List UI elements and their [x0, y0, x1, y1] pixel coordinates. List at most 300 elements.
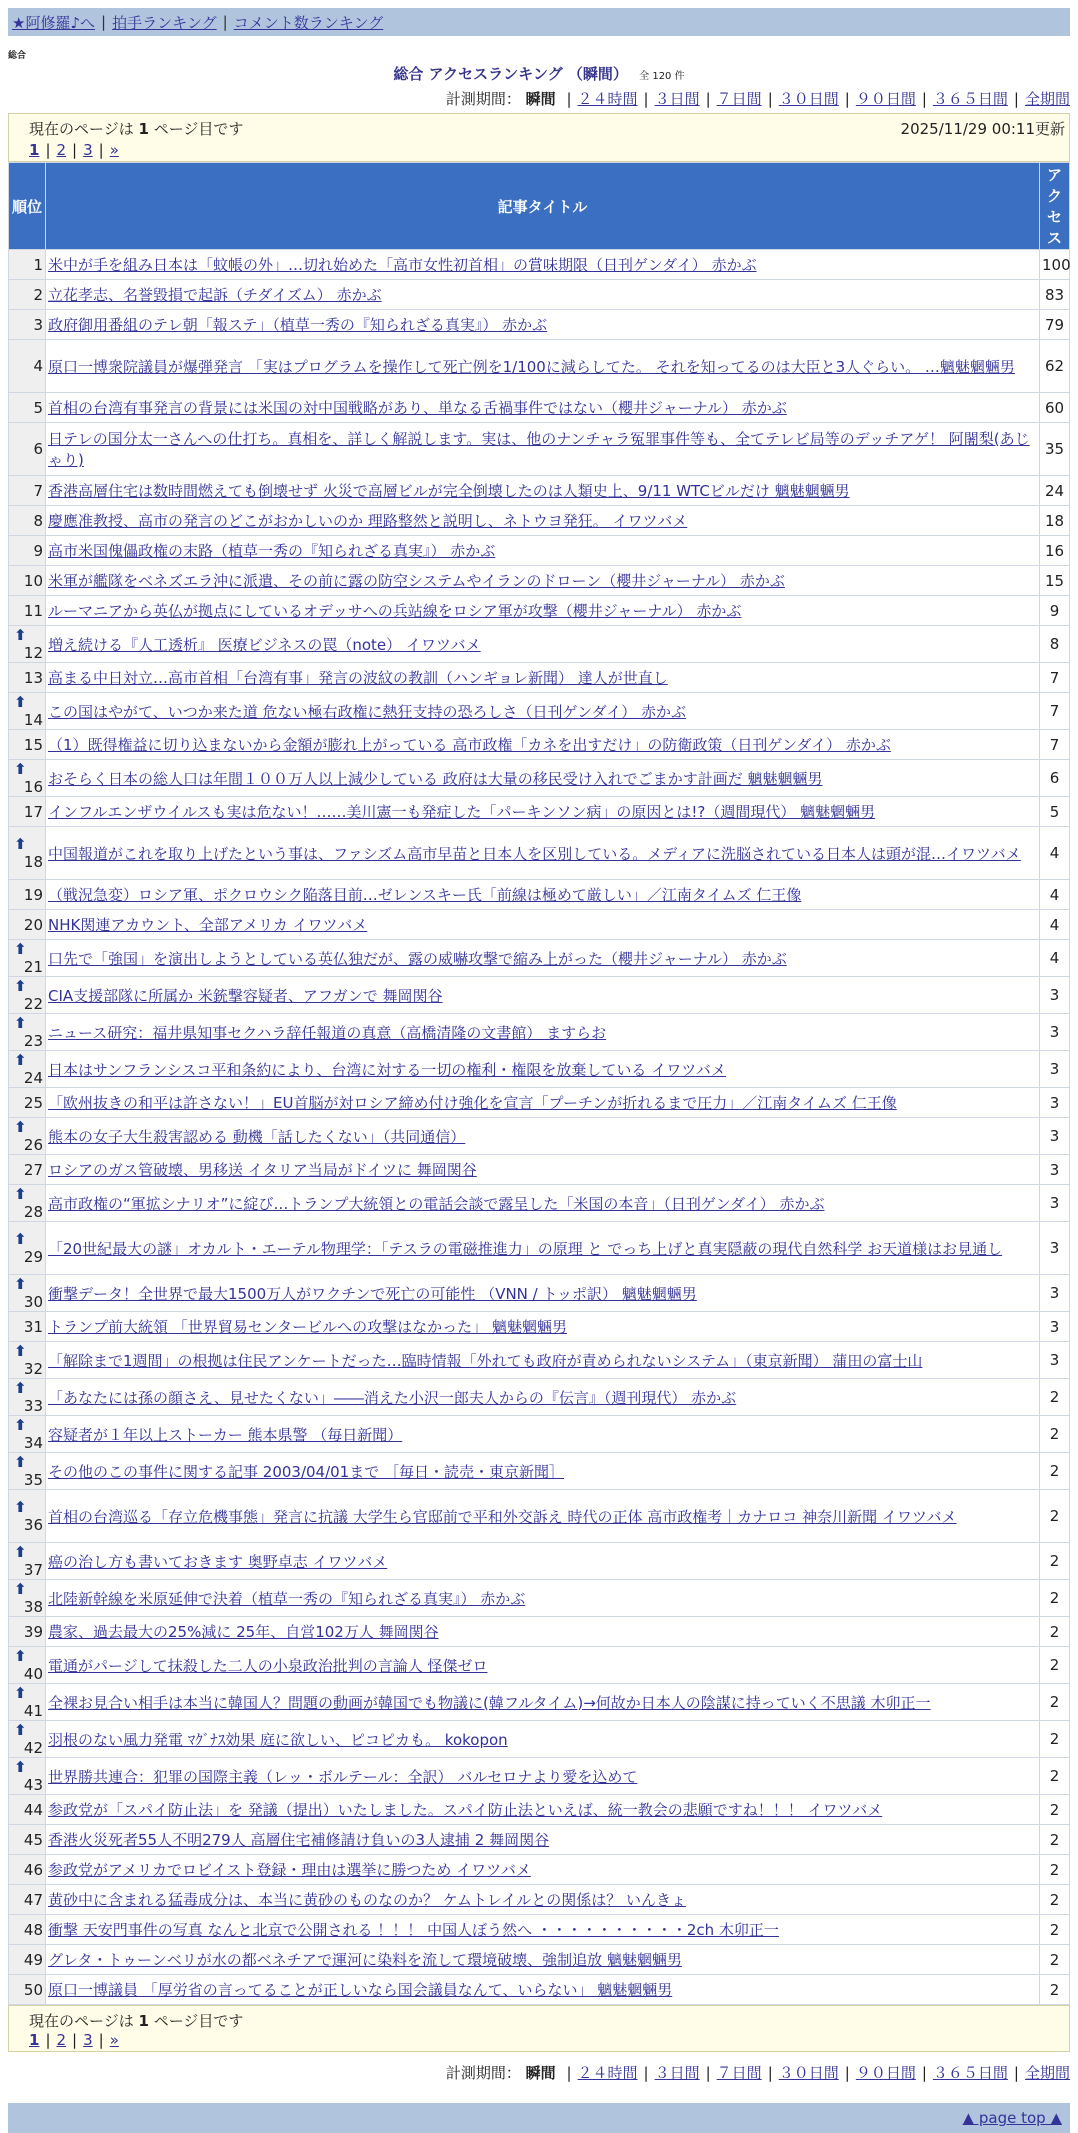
article-title-link[interactable]: おそらく日本の総人口は年間１００万人以上減少している 政府は大量の移民受け入れでごまかす計画だ 魑魅魍魎男 — [48, 769, 823, 788]
rank-number: 7 — [33, 481, 43, 500]
rank-cell — [9, 626, 46, 663]
rank-number: 11 — [23, 601, 43, 620]
rank-number: 33 — [23, 1397, 43, 1415]
article-title-link[interactable]: 立花孝志、名誉毀損で起訴（チダイズム） 赤かぶ — [48, 286, 382, 304]
period-selector-top — [8, 88, 1070, 109]
page-title: 総合 アクセスランキング （瞬間） — [393, 65, 628, 83]
period-link[interactable]: 全期間 — [1024, 2064, 1070, 2082]
access-count: 3 — [1040, 1185, 1070, 1222]
rank-cell — [9, 596, 46, 626]
access-count: 3 — [1040, 1051, 1070, 1088]
rank-up-arrow-icon: ⬆ — [14, 1543, 27, 1561]
access-count: 3 — [1040, 1342, 1070, 1379]
article-title-link[interactable]: 政府御用番組のテレ朝「報ステ」（植草一秀の『知られざる真実』） 赤かぶ — [48, 316, 548, 334]
rank-up-arrow-icon: ⬆ — [14, 1275, 27, 1293]
page-text-after: ページ目です — [153, 120, 244, 138]
table-row — [9, 1721, 1070, 1758]
rank-cell — [9, 910, 46, 940]
page-link-current[interactable]: 1 — [29, 2031, 40, 2049]
table-row — [9, 340, 1070, 393]
rank-cell — [9, 1342, 46, 1379]
article-title-link[interactable]: 高市米国傀儡政権の末路（植草一秀の『知られざる真実』） 赤かぶ — [48, 542, 496, 560]
rank-cell — [9, 940, 46, 977]
title-cell — [46, 1155, 1040, 1185]
article-title-link[interactable]: 米軍が艦隊をベネズエラ沖に派遣、その前に露の防空システムやイランのドローン（櫻井ジャーナル） 赤かぶ — [48, 572, 785, 590]
article-title-link[interactable]: 農家、過去最大の25%減に 25年、自営102万人 舞岡関谷 — [48, 1623, 439, 1641]
table-row — [9, 1051, 1070, 1088]
article-title-link[interactable]: 香港火災死者55人不明279人 高層住宅補修請け負いの3人逮捕 2 舞岡関谷 — [48, 1831, 550, 1849]
title-cell — [46, 827, 1040, 880]
access-count: 83 — [1040, 280, 1070, 310]
period-separator: | — [643, 90, 649, 108]
title-cell — [46, 1275, 1040, 1312]
rank-cell — [9, 1945, 46, 1975]
article-title-link[interactable]: その他のこの事件に関する記事 2003/04/01まで ［毎日・読売・東京新聞］ — [48, 1462, 564, 1481]
rank-number: 30 — [23, 1293, 43, 1311]
table-row — [9, 730, 1070, 760]
title-cell — [46, 1721, 1040, 1758]
page-link[interactable]: 3 — [83, 141, 93, 159]
table-row — [9, 506, 1070, 536]
rank-cell — [9, 310, 46, 340]
rank-cell — [9, 693, 46, 730]
rank-cell — [9, 1975, 46, 2005]
article-title-link[interactable]: 日テレの国分太一さんへの仕打ち。真相を、詳しく解説します。実は、他のナンチャラ冤罪事件等も、全てテレビ局等のデッチアゲ！ 阿闍梨(あじゃり) — [48, 430, 1030, 469]
access-count: 2 — [1040, 1416, 1070, 1453]
access-count: 3 — [1040, 1014, 1070, 1051]
rank-cell — [9, 536, 46, 566]
title-cell — [46, 476, 1040, 506]
rank-number: 27 — [23, 1160, 43, 1179]
article-title-link[interactable]: 「解除まで1週間」の根拠は住民アンケートだった…臨時情報「外れても政府が責められないシステム」（東京新聞） 蒲田の富士山 — [48, 1351, 923, 1370]
page-separator: | — [45, 2031, 51, 2049]
rank-cell — [9, 1416, 46, 1453]
access-count: 2 — [1040, 1855, 1070, 1885]
rank-cell — [9, 1580, 46, 1617]
rank-cell — [9, 423, 46, 476]
table-row — [9, 1543, 1070, 1580]
page-top-link[interactable]: ▲ page top ▲ — [962, 2109, 1062, 2127]
page-link[interactable]: 2 — [56, 141, 67, 159]
table-row — [9, 536, 1070, 566]
article-title-link[interactable]: 原口一博議員 「厚労省の言ってることが正しいなら国会議員なんて、いらない」 魑魅魍魎男 — [48, 1981, 673, 1999]
title-cell — [46, 1617, 1040, 1647]
table-row — [9, 1275, 1070, 1312]
table-row — [9, 1885, 1070, 1915]
rank-number: 8 — [33, 511, 43, 530]
period-links — [560, 2064, 1070, 2082]
rank-number: 19 — [23, 885, 43, 904]
rank-cell — [9, 1543, 46, 1580]
rank-number: 35 — [23, 1471, 43, 1489]
article-title-link[interactable]: 全裸お見合い相手は本当に韓国人？問題の動画が韓国でも物議に(韓フルタイム)→何故か日本人の陰謀に持っていく不思議 木卯正一 — [48, 1693, 931, 1712]
article-title-link[interactable]: 羽根のない風力発電 ﾏｸﾞﾅｽ効果 庭に欲しい、ピコピカも。 kokopon — [48, 1730, 508, 1749]
article-title-link[interactable]: 首相の台湾有事発言の背景には米国の対中国戦略があり、単なる舌禍事件ではない（櫻井ジャーナル） 赤かぶ — [48, 399, 787, 417]
ranking-body — [9, 250, 1070, 2005]
article-title-link[interactable]: 首相の台湾巡る「存立危機事態」発言に抗議 大学生ら官邸前で平和外交訴え 時代の正体 高市政権考｜カナロコ 神奈川新聞 イワツバメ — [48, 1507, 957, 1526]
rank-up-arrow-icon: ⬆ — [14, 626, 27, 644]
article-title-link[interactable]: ルーマニアから英仏が拠点にしているオデッサへの兵站線をロシア軍が攻撃（櫻井ジャーナル） 赤かぶ — [48, 602, 742, 620]
title-cell — [46, 1915, 1040, 1945]
page-separator: | — [72, 2031, 78, 2049]
article-title-link[interactable]: インフルエンザウイルスも実は危ない！……美川憲一も発症した「パーキンソン病」の原因とは!?（週間現代） 魑魅魍魎男 — [48, 803, 876, 821]
article-title-link[interactable]: トランプ前大統領 「世界貿易センタービルへの攻撃はなかった」 魑魅魍魎男 — [48, 1318, 567, 1336]
table-row — [9, 940, 1070, 977]
period-separator: | — [767, 2064, 773, 2082]
access-count: 8 — [1040, 626, 1070, 663]
table-row — [9, 1088, 1070, 1118]
period-separator: | — [921, 90, 927, 108]
rank-number: 1 — [33, 255, 43, 274]
article-title-link[interactable]: 黄砂中に含まれる猛毒成分は、本当に黄砂のものなのか？ ケムトレイルとの関係は？ いんきょ — [48, 1891, 687, 1909]
page-separator: | — [72, 141, 78, 159]
title-cell — [46, 423, 1040, 476]
rank-up-arrow-icon: ⬆ — [14, 1416, 27, 1434]
period-selector-bottom — [8, 2062, 1070, 2083]
rank-up-arrow-icon: ⬆ — [14, 1758, 27, 1776]
page-link[interactable]: 3 — [83, 2031, 93, 2049]
period-link[interactable]: ３日間 — [654, 2064, 700, 2082]
rank-number: 10 — [23, 571, 43, 590]
rank-number: 6 — [33, 440, 43, 458]
table-row — [9, 827, 1070, 880]
rank-number: 32 — [23, 1360, 43, 1378]
rank-number: 42 — [23, 1739, 43, 1757]
period-link[interactable]: ９０日間 — [855, 90, 916, 108]
period-link[interactable]: ３日間 — [654, 90, 700, 108]
period-separator: | — [643, 2064, 649, 2082]
title-cell — [46, 663, 1040, 693]
access-header: アクセス — [1040, 163, 1070, 250]
article-title-link[interactable]: 中国報道がこれを取り上げたという事は、ファシズム高市早苗と日本人を区別している。メディアに洗脳されている日本人は頭が混…イワツバメ — [48, 844, 1021, 863]
title-cell — [46, 1684, 1040, 1721]
rank-number: 22 — [23, 995, 43, 1013]
title-cell — [46, 1088, 1040, 1118]
article-title-link[interactable]: CIA支援部隊に所属か 米銃撃容疑者、アフガンで 舞岡関谷 — [48, 986, 443, 1005]
title-cell — [46, 1945, 1040, 1975]
title-cell — [46, 310, 1040, 340]
rank-number: 25 — [23, 1093, 43, 1112]
rank-number: 48 — [23, 1920, 43, 1939]
access-count: 2 — [1040, 1453, 1070, 1490]
table-row — [9, 1014, 1070, 1051]
rank-number: 40 — [23, 1665, 43, 1683]
article-title-link[interactable]: 衝撃データ！全世界で最大1500万人がワクチンで死亡の可能性 （VNN / トッポ訳） 魑魅魍魎男 — [48, 1284, 697, 1303]
title-cell — [46, 1795, 1040, 1825]
rank-number: 23 — [23, 1032, 43, 1050]
rank-up-arrow-icon: ⬆ — [14, 1647, 27, 1665]
article-title-link[interactable]: 「あなたには孫の顔さえ、見せたくない」――消えた小沢一郎夫人からの『伝言』（週刊現代） 赤かぶ — [48, 1388, 737, 1407]
table-row — [9, 1795, 1070, 1825]
rank-cell — [9, 1379, 46, 1416]
rank-number: 17 — [23, 802, 43, 821]
access-count: 3 — [1040, 1118, 1070, 1155]
rank-number: 39 — [23, 1622, 43, 1641]
access-count: 3 — [1040, 1222, 1070, 1275]
table-row — [9, 626, 1070, 663]
title-cell — [46, 1185, 1040, 1222]
rank-up-arrow-icon: ⬆ — [14, 977, 27, 995]
access-count: 4 — [1040, 910, 1070, 940]
access-count: 16 — [1040, 536, 1070, 566]
period-link[interactable]: ３６５日間 — [932, 2064, 1008, 2082]
period-links — [560, 90, 1070, 108]
article-title-link[interactable]: 北陸新幹線を米原延伸で決着（植草一秀の『知られざる真実』） 赤かぶ — [48, 1589, 526, 1608]
rank-number: 21 — [23, 958, 43, 976]
title-cell — [46, 1855, 1040, 1885]
rank-up-arrow-icon: ⬆ — [14, 940, 27, 958]
period-link[interactable]: ７日間 — [716, 90, 762, 108]
table-row — [9, 250, 1070, 280]
rank-cell — [9, 340, 46, 393]
page-number: 1 — [138, 2012, 149, 2030]
next-page-link[interactable]: » — [109, 2031, 119, 2049]
rank-cell — [9, 1758, 46, 1795]
table-row — [9, 1580, 1070, 1617]
page-text-after: ページ目です — [153, 2012, 244, 2030]
article-title-link[interactable]: ロシアのガス管破壊、男移送 イタリア当局がドイツに 舞岡関谷 — [48, 1161, 477, 1179]
table-row — [9, 1416, 1070, 1453]
rank-header: 順位 — [9, 163, 46, 250]
top-nav-bar — [8, 8, 1070, 36]
access-count: 2 — [1040, 1490, 1070, 1543]
period-separator: | — [921, 2064, 927, 2082]
rank-number: 24 — [23, 1069, 43, 1087]
rank-up-arrow-icon: ⬆ — [14, 835, 27, 853]
clap-ranking-link[interactable]: 拍手ランキング — [112, 13, 217, 32]
table-row — [9, 1222, 1070, 1275]
access-count: 15 — [1040, 566, 1070, 596]
rank-up-arrow-icon: ⬆ — [14, 1580, 27, 1598]
rank-up-arrow-icon: ⬆ — [14, 1684, 27, 1702]
article-title-link[interactable]: 日本はサンフランシスコ平和条約により、台湾に対する一切の権利・権限を放棄している イワツバメ — [48, 1060, 726, 1079]
rank-number: 38 — [23, 1598, 43, 1616]
page-indicator-bottom — [29, 2010, 1065, 2031]
access-count: 79 — [1040, 310, 1070, 340]
rank-cell — [9, 566, 46, 596]
rank-cell — [9, 730, 46, 760]
page-text-before: 現在のページは — [29, 120, 134, 138]
title-cell — [46, 1312, 1040, 1342]
article-title-link[interactable]: 熊本の女子大生殺害認める 動機「話したくない」（共同通信） — [48, 1127, 466, 1146]
table-row — [9, 1975, 1070, 2005]
table-row — [9, 476, 1070, 506]
article-title-link[interactable]: 香港高層住宅は数時間燃えても倒壊せず 火災で高層ビルが完全倒壊したのは人類史上、9/11 WTCビルだけ 魑魅魍魎男 — [48, 482, 850, 500]
page-separator: | — [98, 2031, 104, 2049]
period-link[interactable]: ３０日間 — [778, 2064, 839, 2082]
access-count: 5 — [1040, 797, 1070, 827]
table-row — [9, 393, 1070, 423]
access-count: 35 — [1040, 423, 1070, 476]
title-cell — [46, 693, 1040, 730]
table-row — [9, 423, 1070, 476]
title-cell — [46, 1758, 1040, 1795]
access-count: 2 — [1040, 1758, 1070, 1795]
table-row — [9, 663, 1070, 693]
article-title-link[interactable]: 増え続ける『人工透析』 医療ビジネスの罠（note） イワツバメ — [48, 635, 481, 654]
title-cell — [46, 340, 1040, 393]
rank-cell — [9, 506, 46, 536]
period-link[interactable]: ２４時間 — [577, 2064, 638, 2082]
rank-number: 16 — [23, 778, 43, 796]
title-cell — [46, 1342, 1040, 1379]
rank-cell — [9, 1885, 46, 1915]
rank-cell — [9, 1647, 46, 1684]
table-row — [9, 910, 1070, 940]
rank-number: 4 — [33, 357, 43, 375]
article-title-link[interactable]: 米中が手を組み日本は「蚊帳の外」…切れ始めた「高市女性初首相」の賞味期限（日刊ゲンダイ） 赤かぶ — [48, 256, 757, 274]
rank-up-arrow-icon: ⬆ — [14, 1721, 27, 1739]
access-count: 2 — [1040, 1825, 1070, 1855]
rank-cell — [9, 1275, 46, 1312]
article-title-link[interactable]: 高市政権の“軍拡シナリオ”に綻び…トランプ大統領との電話会談で露呈した「米国の本音」（日刊ゲンダイ） 赤かぶ — [48, 1194, 825, 1213]
article-title-link[interactable]: 高まる中日対立…高市首相「台湾有事」発言の波紋の教訓（ハンギョレ新聞） 達人が世直し — [48, 669, 668, 687]
rank-number: 43 — [23, 1776, 43, 1794]
article-title-link[interactable]: 「欧州抜きの和平は許さない！」EU首脳が対ロシア締め付け強化を宣言「プーチンが折れるまで圧力」／江南タイムズ 仁王像 — [48, 1094, 897, 1112]
period-link[interactable]: ２４時間 — [577, 90, 638, 108]
title-cell — [46, 596, 1040, 626]
title-cell — [46, 910, 1040, 940]
title-cell — [46, 977, 1040, 1014]
article-title-link[interactable]: 口先で「強国」を演出しようとしている英仏独だが、露の威嚇攻撃で縮み上がった（櫻井ジャーナル） 赤かぶ — [48, 949, 787, 968]
access-count: 60 — [1040, 393, 1070, 423]
rank-up-arrow-icon: ⬆ — [14, 1014, 27, 1032]
access-count: 7 — [1040, 693, 1070, 730]
updated-timestamp: 2025/11/29 00:11更新 — [900, 120, 1065, 138]
rank-up-arrow-icon: ⬆ — [14, 760, 27, 778]
rank-up-arrow-icon: ⬆ — [14, 693, 27, 711]
rank-cell — [9, 250, 46, 280]
table-row — [9, 880, 1070, 910]
rank-number: 45 — [23, 1830, 43, 1849]
table-row — [9, 1185, 1070, 1222]
rank-number: 14 — [23, 711, 43, 729]
access-count: 3 — [1040, 1275, 1070, 1312]
rank-number: 20 — [23, 915, 43, 934]
article-title-link[interactable]: 参政党がアメリカでロビイスト登録・理由は選挙に勝つため イワツバメ — [48, 1861, 531, 1879]
page-separator: | — [45, 141, 51, 159]
comment-ranking-link[interactable]: コメント数ランキング — [233, 13, 384, 32]
home-link[interactable]: ★阿修羅♪へ — [12, 13, 96, 32]
access-count: 2 — [1040, 1885, 1070, 1915]
title-cell — [46, 880, 1040, 910]
period-link[interactable]: 全期間 — [1024, 90, 1070, 108]
rank-cell — [9, 760, 46, 797]
article-title-link[interactable]: 癌の治し方も書いておきます 奥野卓志 イワツバメ — [48, 1552, 388, 1571]
total-count: 全 120 件 — [639, 71, 685, 82]
article-title-link[interactable]: （戦況急変）ロシア軍、ポクロウシク陥落目前…ゼレンスキー氏「前線は極めて厳しい」／江南タイムズ 仁王像 — [48, 886, 802, 904]
article-title-link[interactable]: NHK関連アカウント、全部アメリカ イワツバメ — [48, 916, 368, 934]
page-link-current[interactable]: 1 — [29, 141, 40, 159]
period-link[interactable]: ７日間 — [716, 2064, 762, 2082]
footer-bar — [8, 2103, 1070, 2133]
period-separator: | — [566, 2064, 572, 2082]
nav-separator: | — [222, 13, 228, 31]
period-link[interactable]: ９０日間 — [855, 2064, 916, 2082]
article-title-link[interactable]: 原口一博衆院議員が爆弾発言 「実はプログラムを操作して死亡例を1/100に減らしてた。 それを知ってるのは大臣と3人ぐらい。 …魑魅魍魎男 — [48, 357, 1015, 376]
article-title-link[interactable]: 電通がパージして抹殺した二人の小泉政治批判の言論人 怪傑ゼロ — [48, 1656, 488, 1675]
access-count: 2 — [1040, 1915, 1070, 1945]
period-link[interactable]: ３０日間 — [778, 90, 839, 108]
rank-cell — [9, 1051, 46, 1088]
access-count: 2 — [1040, 1975, 1070, 2005]
title-cell — [46, 1580, 1040, 1617]
access-count: 2 — [1040, 1647, 1070, 1684]
access-count: 6 — [1040, 760, 1070, 797]
rank-number: 29 — [23, 1248, 43, 1266]
rank-cell — [9, 827, 46, 880]
period-label: 計測期間： — [445, 90, 521, 108]
access-count: 18 — [1040, 506, 1070, 536]
rank-cell — [9, 663, 46, 693]
period-separator: | — [566, 90, 572, 108]
rank-cell — [9, 1617, 46, 1647]
period-separator: | — [767, 90, 773, 108]
rank-cell — [9, 1312, 46, 1342]
article-title-link[interactable]: 衝撃 天安門事件の写真 なんと北京で公開される ！！！ 中国人ぼう然へ ・・・・・・・・・・2ch 木卯正一 — [48, 1921, 779, 1939]
access-count: 2 — [1040, 1543, 1070, 1580]
article-title-link[interactable]: 「20世紀最大の謎」オカルト・エーテル物理学：「テスラの電磁推進力」の原理 と でっち上げと真実隠蔽の現代自然科学 お天道様はお見通し — [48, 1239, 1003, 1258]
title-cell — [46, 1379, 1040, 1416]
rank-up-arrow-icon: ⬆ — [14, 1230, 27, 1248]
rank-number: 44 — [23, 1800, 43, 1819]
article-title-link[interactable]: 容疑者が１年以上ストーカー 熊本県警 （毎日新聞） — [48, 1425, 403, 1444]
article-title-link[interactable]: （1）既得権益に切り込まないから金額が膨れ上がっている 高市政権「カネを出すだけ」の防衛政策（日刊ゲンダイ） 赤かぶ — [48, 736, 891, 754]
rank-number: 15 — [23, 735, 43, 754]
access-count: 100 — [1040, 250, 1070, 280]
table-row — [9, 1379, 1070, 1416]
page-info-panel-bottom — [8, 2005, 1070, 2052]
rank-number: 2 — [33, 285, 43, 304]
table-row — [9, 1155, 1070, 1185]
article-title-link[interactable]: この国はやがて、いつか来た道 危ない極右政権に熱狂支持の恐ろしさ（日刊ゲンダイ） 赤かぶ — [48, 702, 687, 721]
next-page-link[interactable]: » — [109, 141, 119, 159]
article-title-link[interactable]: 慶應准教授、高市の発言のどこがおかしいのか 理路整然と説明し、ネトウヨ発狂。 イワツバメ — [48, 512, 688, 530]
table-row — [9, 1453, 1070, 1490]
page-indicator — [29, 118, 243, 139]
article-title-link[interactable]: ニュース研究：福井県知事セクハラ辞任報道の真意（高橋清隆の文書館） ますらお — [48, 1023, 607, 1042]
access-count: 9 — [1040, 596, 1070, 626]
rank-cell — [9, 1915, 46, 1945]
rank-number: 26 — [23, 1136, 43, 1154]
rank-up-arrow-icon: ⬆ — [14, 1379, 27, 1397]
pagination-top — [13, 141, 1065, 159]
rank-cell — [9, 1825, 46, 1855]
table-row — [9, 1490, 1070, 1543]
rank-cell — [9, 1453, 46, 1490]
period-label: 計測期間： — [445, 2064, 521, 2082]
rank-number: 47 — [23, 1890, 43, 1909]
title-cell — [46, 1825, 1040, 1855]
period-link[interactable]: ３６５日間 — [932, 90, 1008, 108]
access-count: 2 — [1040, 1580, 1070, 1617]
rank-cell — [9, 1684, 46, 1721]
title-header: 記事タイトル — [46, 163, 1040, 250]
title-cell — [46, 1416, 1040, 1453]
rank-cell — [9, 280, 46, 310]
access-count: 3 — [1040, 1312, 1070, 1342]
rank-cell — [9, 1155, 46, 1185]
article-title-link[interactable]: グレタ・トゥーンベリが水の都ベネチアで運河に染料を流して環境破壊、強制追放 魑魅魍魎男 — [48, 1951, 682, 1969]
article-title-link[interactable]: 世界勝共連合：犯罪の国際主義（レッ・ボルテール：全訳） バルセロナより愛を込めて — [48, 1767, 638, 1786]
rank-number: 12 — [23, 644, 43, 662]
rank-up-arrow-icon: ⬆ — [14, 1342, 27, 1360]
nav-separator: | — [101, 13, 107, 31]
rank-number: 50 — [23, 1980, 43, 1999]
page-link[interactable]: 2 — [56, 2031, 67, 2049]
article-title-link[interactable]: 参政党が「スパイ防止法」を 発議（提出）いたしました。スパイ防止法といえば、統一教会の悲願ですね！！！ イワツバメ — [48, 1801, 883, 1819]
table-row — [9, 1342, 1070, 1379]
